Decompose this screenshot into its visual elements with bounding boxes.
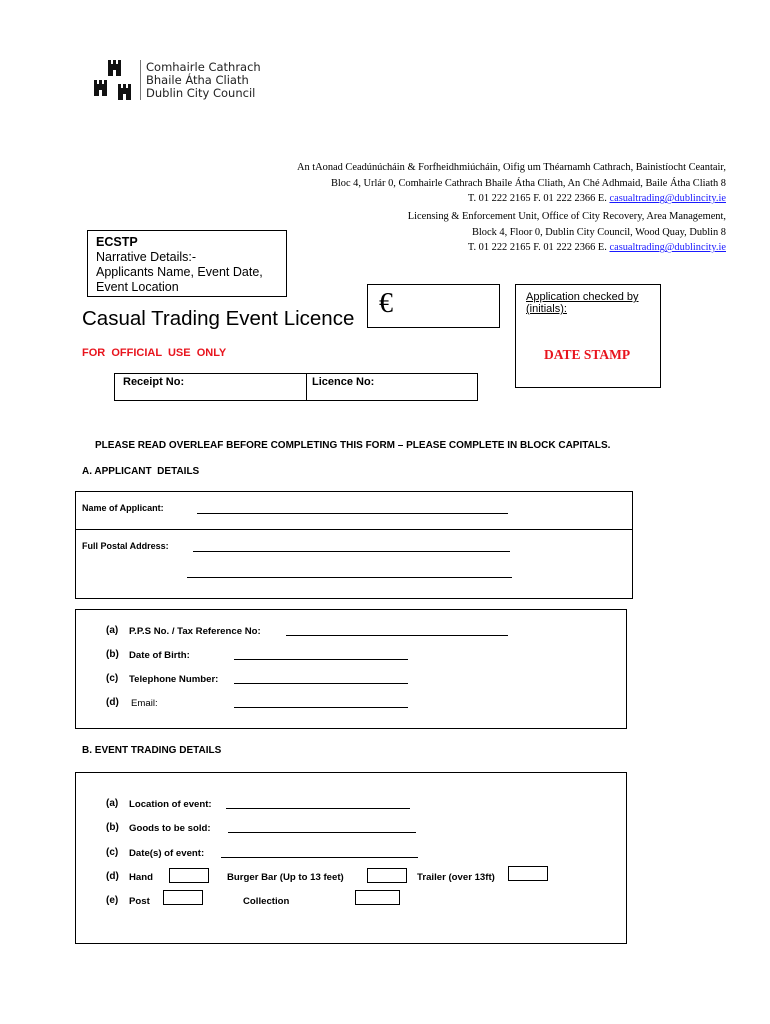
checked-by-line-2: (initials): xyxy=(526,303,567,315)
phone-field[interactable] xyxy=(234,683,408,684)
instruction-text: PLEASE READ OVERLEAF BEFORE COMPLETING THIS FORM – PLEASE COMPLETE IN BLOCK CAPITALS. xyxy=(95,440,611,451)
section-a-heading: A. APPLICANT DETAILS xyxy=(82,466,200,477)
trailer-checkbox[interactable] xyxy=(508,866,548,881)
receipt-label: Receipt No: xyxy=(123,376,185,388)
marker-d-email: (d) xyxy=(106,697,119,708)
hand-checkbox[interactable] xyxy=(169,868,209,883)
ecstp-box xyxy=(87,230,287,297)
postal-address-field-2[interactable] xyxy=(187,577,512,578)
pps-label: P.P.S No. / Tax Reference No: xyxy=(129,626,261,637)
logo-line-3: Dublin City Council xyxy=(146,86,256,100)
ecstp-title: ECSTP xyxy=(96,235,138,249)
marker-a-location: (a) xyxy=(106,798,119,809)
collection-label: Collection xyxy=(243,896,290,907)
burger-bar-checkbox[interactable] xyxy=(367,868,407,883)
phone-label: Telephone Number: xyxy=(129,674,219,685)
address-english-line-1: Licensing & Enforcement Unit, Office of City Recovery, Area Management, xyxy=(407,211,726,222)
location-field[interactable] xyxy=(226,808,410,809)
dob-label: Date of Birth: xyxy=(129,650,190,661)
logo-line-1: Comhairle Cathrach xyxy=(146,60,261,74)
goods-label: Goods to be sold: xyxy=(129,823,211,834)
email-field[interactable] xyxy=(234,707,408,708)
fee-box[interactable] xyxy=(367,284,500,328)
marker-d-hand: (d) xyxy=(106,871,119,882)
address-english xyxy=(408,209,726,256)
ecstp-line-1: Narrative Details:- xyxy=(96,250,197,264)
date-stamp-label: DATE STAMP xyxy=(544,347,631,362)
checked-by-label xyxy=(526,291,639,315)
address-irish-phone: T. 01 222 2165 F. 01 222 2366 E. xyxy=(467,193,607,205)
ecstp-line-3: Event Location xyxy=(96,280,179,294)
address-irish-line-1: An tAonad Ceadúnúcháin & Forfheidhmiúcháin, Oifig um Théarnamh Cathrach, Bainistíocht Ceantair, xyxy=(296,162,726,173)
name-of-applicant-field[interactable] xyxy=(197,513,508,514)
post-checkbox[interactable] xyxy=(163,890,203,905)
address-irish xyxy=(297,160,726,207)
postal-address-field-1[interactable] xyxy=(193,551,510,552)
receipt-licence-table xyxy=(114,373,478,401)
trailer-label: Trailer (over 13ft) xyxy=(417,872,495,883)
postal-address-label: Full Postal Address: xyxy=(82,541,169,551)
council-logo xyxy=(90,52,280,110)
address-english-email-link[interactable]: casualtrading@dublincity.ie xyxy=(609,242,726,254)
applicant-box-divider xyxy=(76,529,632,530)
burger-bar-label: Burger Bar (Up to 13 feet) xyxy=(227,872,344,883)
logo-line-2: Bhaile Átha Cliath xyxy=(146,73,249,87)
address-english-line-2: Block 4, Floor 0, Dublin City Council, Wood Quay, Dublin 8 xyxy=(471,226,726,238)
form-title: Casual Trading Event Licence xyxy=(82,307,355,330)
post-label: Post xyxy=(129,896,150,907)
address-english-phone: T. 01 222 2165 F. 01 222 2366 E. xyxy=(467,242,607,254)
goods-field[interactable] xyxy=(228,832,416,833)
marker-b-goods: (b) xyxy=(106,822,119,833)
dates-field[interactable] xyxy=(221,857,418,858)
licence-cell[interactable] xyxy=(307,374,477,400)
pps-field[interactable] xyxy=(286,635,508,636)
address-irish-email-link[interactable]: casualtrading@dublincity.ie xyxy=(609,193,726,205)
hand-label: Hand xyxy=(129,872,153,883)
castle-icon xyxy=(90,58,140,106)
section-b-heading: B. EVENT TRADING DETAILS xyxy=(82,745,222,756)
checked-by-line-1: Application checked by xyxy=(526,291,639,303)
ecstp-line-2: Applicants Name, Event Date, xyxy=(96,265,263,279)
checked-stamp-box[interactable] xyxy=(515,284,661,388)
collection-checkbox[interactable] xyxy=(355,890,400,905)
email-label: Email: xyxy=(131,698,158,709)
address-irish-line-2: Bloc 4, Urlár 0, Comhairle Cathrach Bhaile Átha Cliath, An Ché Adhmaid, Baile Átha Cliath 8 xyxy=(330,177,726,189)
marker-c-phone: (c) xyxy=(106,673,119,684)
dob-field[interactable] xyxy=(234,659,408,660)
location-label: Location of event: xyxy=(129,799,212,810)
licence-label: Licence No: xyxy=(312,376,375,388)
euro-symbol: € xyxy=(379,288,393,319)
dates-label: Date(s) of event: xyxy=(129,848,205,859)
marker-a-pps: (a) xyxy=(106,625,119,636)
marker-c-dates: (c) xyxy=(106,847,119,858)
marker-e-post: (e) xyxy=(106,895,119,906)
marker-b-dob: (b) xyxy=(106,649,119,660)
receipt-cell[interactable] xyxy=(115,374,307,400)
name-of-applicant-label: Name of Applicant: xyxy=(82,503,164,513)
official-use-label: FOR OFFICIAL USE ONLY xyxy=(82,347,227,359)
